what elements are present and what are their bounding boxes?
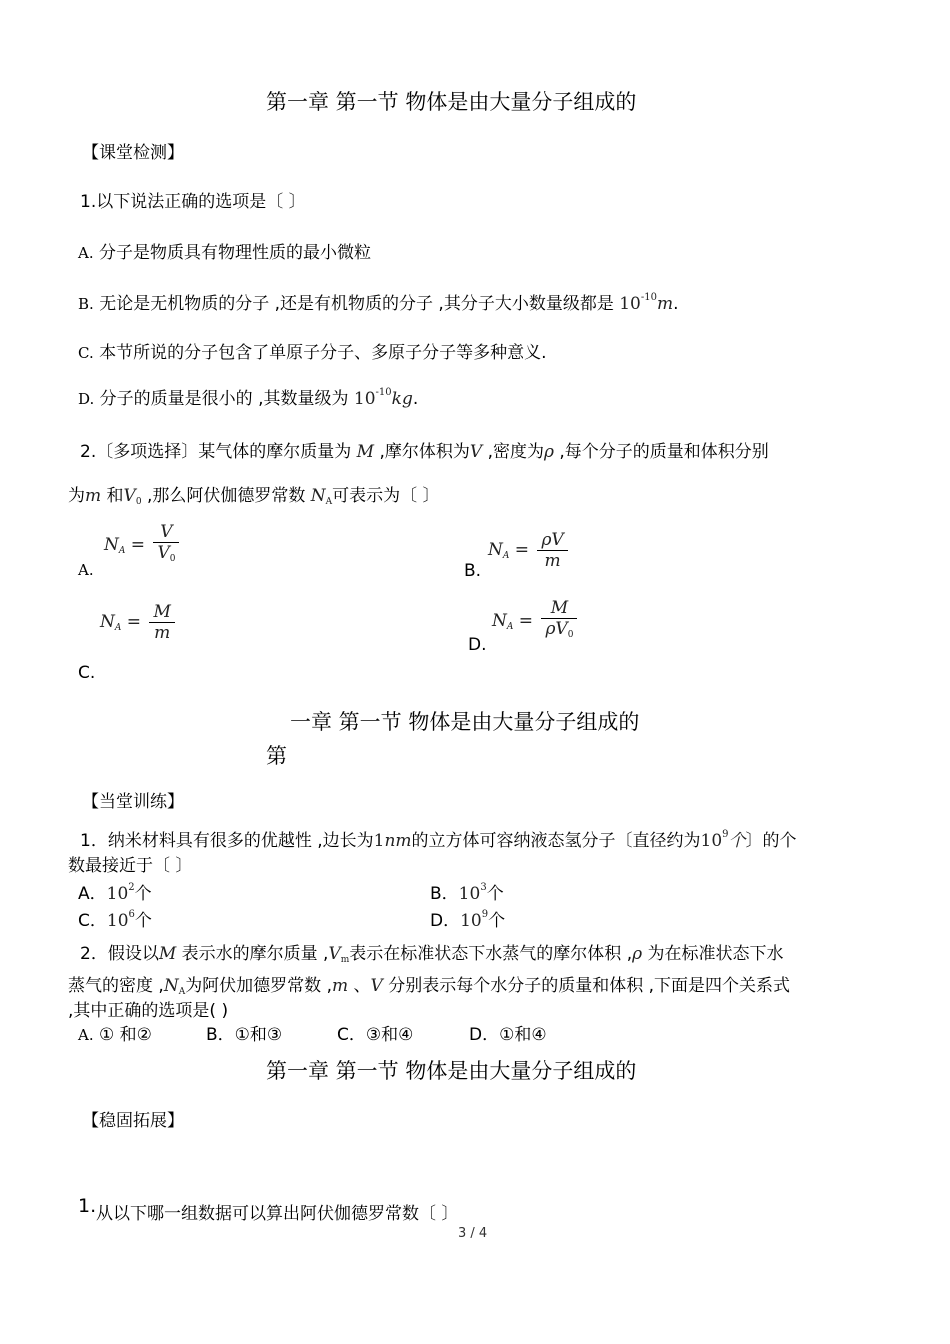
training-q2-line-2 <box>68 971 790 997</box>
option-label: C． <box>78 911 107 931</box>
eq-lhs: N <box>492 611 507 631</box>
numerator: ρV <box>537 530 567 551</box>
text: 为 <box>68 486 85 506</box>
consolidation-q1-text: 从以下哪一组数据可以算出阿伏伽德罗常数〔 〕 <box>96 1204 459 1224</box>
subscript-A: A <box>178 987 186 997</box>
math-value: 1 <box>373 831 385 851</box>
option-label: A. <box>78 1026 94 1044</box>
eq-lhs-sub: A <box>118 546 126 556</box>
q2-option-d-label: D. <box>468 635 487 655</box>
text: ,密度为 <box>487 442 544 462</box>
math-base: 10 <box>460 911 482 931</box>
numerator: M <box>149 602 174 623</box>
option-a <box>78 238 371 263</box>
section-heading-in-class-training: 【当堂训练】 <box>82 792 184 812</box>
period: . <box>673 294 679 314</box>
training-q2-option-c: C．③和④ <box>337 1025 414 1045</box>
numerator: M <box>541 598 577 619</box>
training-q1-line-2: 数最接近于〔 〕 <box>68 856 193 876</box>
symbol-M: M <box>158 944 177 964</box>
training-q1-option-c <box>78 906 152 931</box>
page-number: 3 / 4 <box>458 1226 488 1241</box>
math-unit: kg <box>391 389 413 409</box>
option-unit: 个 <box>134 911 152 931</box>
eq-lhs: N <box>104 535 119 555</box>
text: 的立方体可容纳液态氢分子〔直径约为 <box>411 831 701 851</box>
option-unit: 个 <box>486 884 504 904</box>
text: 2．假设以 <box>80 944 159 964</box>
training-q2-line-3: ,其中正确的选项是( ) <box>68 1001 229 1021</box>
symbol-V: V <box>469 442 483 462</box>
eq-lhs-sub: A <box>502 551 510 561</box>
consolidation-q1-number: 1. <box>78 1195 97 1217</box>
math-base: 10 <box>106 884 129 904</box>
period: . <box>412 389 419 409</box>
symbol-M: M <box>356 442 375 462</box>
q2-option-a-label: A. <box>78 561 94 579</box>
text: 1．纳米材料具有很多的优越性 ,边长为 <box>80 831 374 851</box>
option-unit: 个 <box>134 884 152 904</box>
subscript-m: m <box>340 955 350 965</box>
option-label: C. <box>78 344 94 362</box>
math-base: 10 <box>619 294 641 314</box>
text: 〕的个 <box>745 831 797 851</box>
symbol-N: N <box>310 486 326 506</box>
option-text: ① 和② <box>93 1025 152 1045</box>
math-base: 10 <box>353 389 376 409</box>
math-unit: nm <box>384 831 412 851</box>
option-label: B. <box>78 295 94 313</box>
denominator-sub: 0 <box>169 554 176 564</box>
symbol-N: N <box>163 976 179 996</box>
q2-option-a-formula <box>104 522 179 569</box>
math-base: 10 <box>700 831 723 851</box>
math-unit: 个 <box>728 831 746 851</box>
fraction <box>537 530 567 571</box>
math-exponent: 2 <box>128 882 135 893</box>
symbol-rho: ρ <box>543 442 554 462</box>
section-heading-consolidation: 【稳固拓展】 <box>82 1111 184 1131</box>
section-2-title: 一章 第一节 物体是由大量分子组成的 <box>290 710 640 734</box>
eq-sign: = <box>518 611 534 631</box>
text: 为在标准状态下水 <box>642 944 784 964</box>
fraction <box>541 598 577 645</box>
option-text: 本节所说的分子包含了单原子分子、多原子分子等多种意义. <box>99 343 547 363</box>
math-base: 10 <box>458 884 481 904</box>
math-exponent: -10 <box>375 387 392 398</box>
text: ,每个分子的质量和体积分别 <box>559 442 769 462</box>
subscript-A: A <box>325 497 333 507</box>
q2-option-b-label: B. <box>464 561 482 581</box>
math-exponent: -10 <box>640 292 657 303</box>
math-base: 10 <box>106 911 129 931</box>
q2-option-c-formula <box>100 602 175 643</box>
training-q1-option-a <box>78 879 152 904</box>
eq-lhs: N <box>100 612 115 632</box>
text: 表示水的摩尔质量 , <box>176 944 329 964</box>
denominator: ρV <box>545 619 568 639</box>
text: 、 <box>348 976 371 996</box>
training-q2-option-a <box>78 1020 152 1045</box>
subscript-0: 0 <box>135 497 142 507</box>
training-q2-option-d: D．①和④ <box>469 1025 547 1045</box>
training-q1-option-d <box>430 906 505 931</box>
numerator: V <box>153 522 179 543</box>
eq-sign: = <box>130 535 146 555</box>
math-exponent: 3 <box>480 882 487 893</box>
question-2-line-1 <box>80 437 769 462</box>
q2-option-b-formula <box>488 530 568 571</box>
math-exponent: 9 <box>722 829 729 840</box>
symbol-m: m <box>85 486 102 506</box>
text: 2.〔多项选择〕某气体的摩尔质量为 <box>80 442 352 462</box>
training-q1-line-1 <box>80 826 797 851</box>
section-heading-class-check: 【课堂检测】 <box>82 143 184 163</box>
text: 为阿伏加德罗常数 , <box>185 976 332 996</box>
option-unit: 个 <box>488 911 506 931</box>
option-label: D. <box>78 390 95 408</box>
text: 和 <box>106 486 124 506</box>
symbol-V: V <box>370 976 383 996</box>
denominator: m <box>544 551 561 571</box>
text: 可表示为〔 〕 <box>332 486 440 506</box>
option-b <box>78 289 679 314</box>
math-exponent: 9 <box>481 909 489 920</box>
section-2-title-wrap: 第 <box>266 744 287 768</box>
symbol-rho: ρ <box>632 944 643 964</box>
q2-option-c-label: C. <box>78 663 96 683</box>
denominator-sub: 0 <box>567 630 574 640</box>
training-q1-option-b <box>430 879 504 904</box>
option-label: A． <box>78 884 107 904</box>
eq-sign: = <box>126 612 142 632</box>
option-text: 无论是无机物质的分子 ,还是有机物质的分子 ,其分子大小数量级都是 <box>99 294 614 314</box>
training-q2-line-1 <box>80 939 784 965</box>
math-exponent: 6 <box>128 909 135 920</box>
text: ,摩尔体积为 <box>379 442 470 462</box>
option-label: D． <box>430 911 461 931</box>
option-c <box>78 338 547 363</box>
text: ,那么阿伏伽德罗常数 <box>146 486 306 506</box>
option-label: B． <box>430 884 459 904</box>
option-text: 分子是物质具有物理性质的最小微粒 <box>99 243 372 263</box>
q2-option-d-formula <box>492 598 577 645</box>
option-text: 分子的质量是很小的 ,其数量级为 <box>99 389 349 409</box>
section-3-title: 第一章 第一节 物体是由大量分子组成的 <box>266 1059 637 1083</box>
option-d <box>78 384 418 409</box>
eq-lhs: N <box>488 540 503 560</box>
eq-sign: = <box>514 540 530 560</box>
symbol-m: m <box>332 976 349 996</box>
page-title: 第一章 第一节 物体是由大量分子组成的 <box>266 90 637 114</box>
text: 蒸气的密度 , <box>68 976 164 996</box>
math-unit: m <box>656 294 674 314</box>
eq-lhs-sub: A <box>114 623 122 633</box>
training-q2-option-b: B．①和③ <box>206 1025 283 1045</box>
option-label: A. <box>78 244 94 262</box>
fraction <box>153 522 179 569</box>
eq-lhs-sub: A <box>506 622 514 632</box>
text: 表示在标准状态下水蒸气的摩尔体积 , <box>349 944 633 964</box>
symbol-V: V <box>328 944 341 964</box>
fraction <box>149 602 174 643</box>
denominator: V <box>157 543 170 563</box>
denominator: m <box>154 623 171 643</box>
symbol-V0: V <box>123 486 136 506</box>
text: 分别表示每个水分子的质量和体积 ,下面是四个关系式 <box>382 976 791 996</box>
question-2-line-2 <box>68 481 440 507</box>
question-1-stem: 1.以下说法正确的选项是〔 〕 <box>80 192 306 212</box>
